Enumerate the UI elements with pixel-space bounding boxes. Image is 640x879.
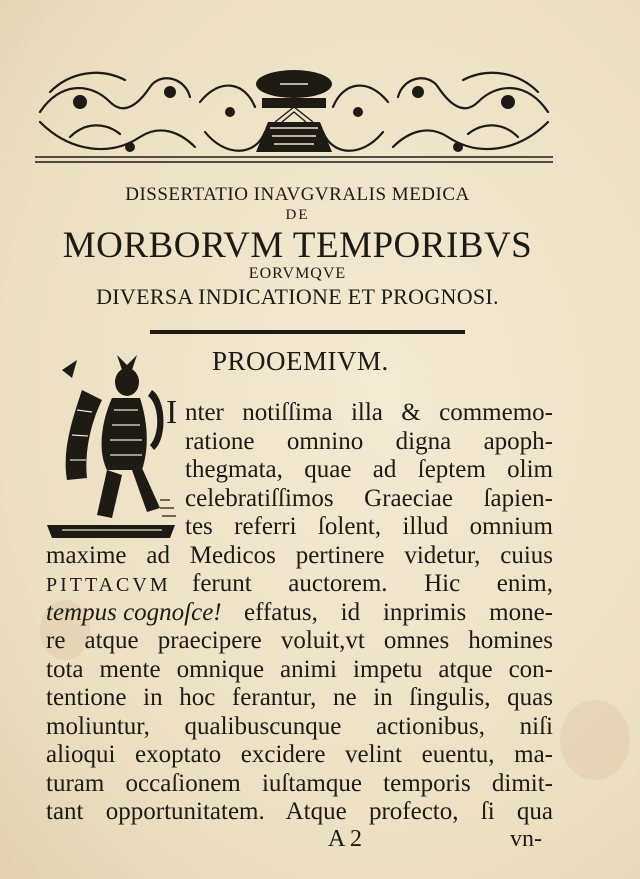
title-diversa: DIVERSA INDICATIONE ET PROGNOSI.	[96, 284, 499, 309]
text-line-7-name	[46, 570, 171, 599]
italic-phrase: tempus cognoſce!	[46, 599, 222, 626]
text-line-5: tes referri ſolent, illud omnium	[185, 513, 553, 540]
text-line-13: alioqui exoptato excidere velint euentu, ma-	[46, 741, 553, 768]
historiated-initial-figure	[42, 350, 180, 540]
text-line-9: re atque praecipere voluit,vt omnes homines	[46, 627, 553, 654]
text-line-2: ratione omnino digna apoph-	[185, 428, 553, 455]
title-rule	[150, 330, 465, 334]
catchword: vn-	[510, 826, 542, 852]
title-eorum: EORVMQVE	[248, 265, 347, 282]
text-line-12: moliuntur, qualibuscunque actionibus, niſi	[46, 713, 553, 740]
name-pittacus: PITTACVM	[46, 574, 171, 596]
text-line-7: ferunt auctorem. Hic enim,	[192, 570, 553, 597]
paper-stain	[560, 700, 630, 780]
text-line-10: tota mente omnique animi impetu atque con-	[46, 656, 553, 683]
text-line-8: effatus, id inprimis mone-	[244, 599, 553, 626]
text-line-14: turam occaſionem iuſtamque temporis dimit-	[46, 770, 553, 797]
text-line-15: tant opportunitatem. Atque profecto, ſi qua	[46, 798, 553, 825]
title-main: MORBORVM TEMPORIBVS	[62, 225, 533, 266]
text-line-6: maxime ad Medicos pertinere videtur, cuius	[46, 542, 553, 569]
initial-letter: I	[166, 394, 178, 431]
signature-mark: A 2	[328, 826, 363, 852]
text-line-4: celebratiſſimos Graeciae ſapien-	[185, 485, 553, 512]
text-line-1: nter notiſſima illa & commemo-	[185, 399, 553, 426]
text-line-11: tentione in hoc ferantur, ne in ſingulis, quas	[46, 684, 553, 711]
title-de: DE	[285, 207, 310, 223]
title-line-1: DISSERTATIO INAVGVRALIS MEDICA	[125, 184, 470, 205]
headpiece-ornament	[30, 62, 558, 170]
text-line-3: thegmata, quae ad ſeptem olim	[185, 456, 553, 483]
section-title: PROOEMIVM.	[212, 346, 389, 376]
